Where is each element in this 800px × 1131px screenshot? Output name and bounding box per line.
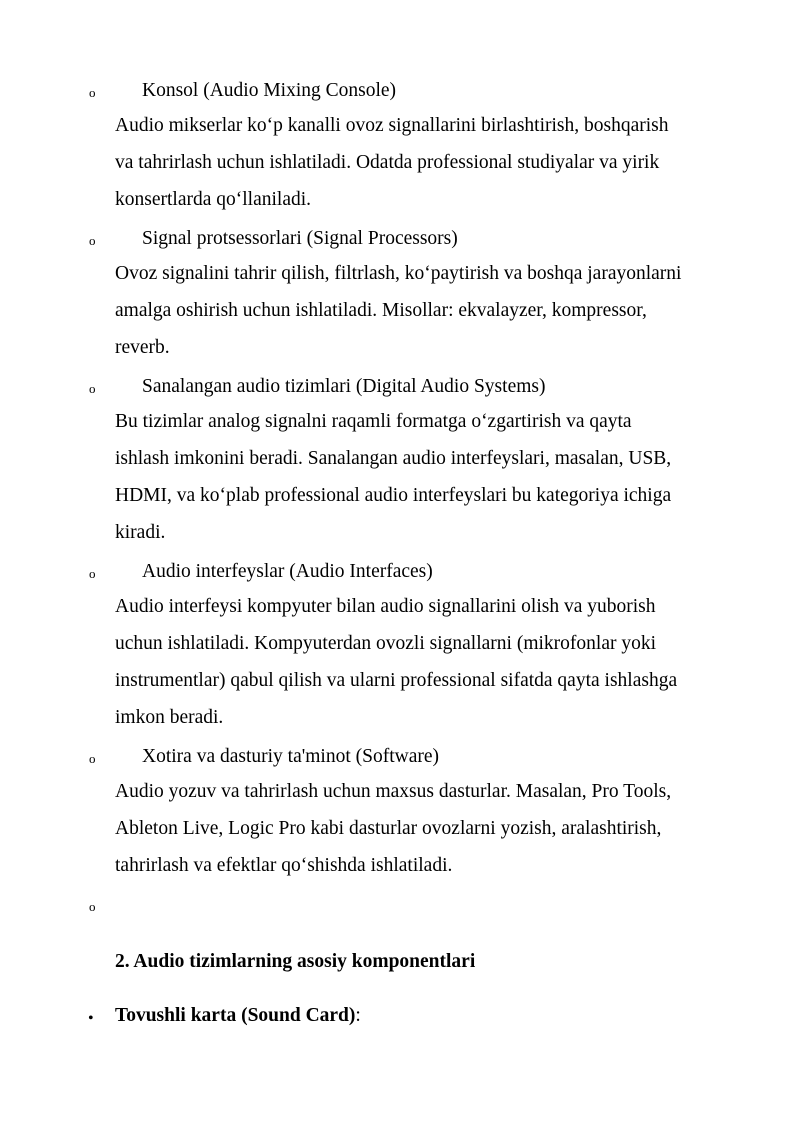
body-line: HDMI, va ko‘plab professional audio interfeyslari bu kategoriya ichiga (115, 485, 672, 506)
list-item-title: Audio interfeyslar (Audio Interfaces) (142, 561, 433, 582)
list-item-body (115, 588, 745, 736)
body-line: Audio interfeysi kompyuter bilan audio signallarini olish va yuborish (115, 596, 656, 617)
body-line: va tahrirlash uchun ishlatiladi. Odatda professional studiyalar va yirik (115, 152, 660, 173)
list-item-title: Konsol (Audio Mixing Console) (142, 80, 397, 101)
bullet-item-title: Tovushli karta (Sound Card) (115, 1005, 356, 1026)
body-line: amalga oshirish uchun ishlatiladi. Misollar: ekvalayzer, kompressor, (115, 300, 647, 321)
list-item-title: Xotira va dasturiy ta'minot (Software) (142, 746, 440, 767)
list-item-body (115, 403, 745, 551)
body-line: kiradi. (115, 522, 166, 543)
list-item-body (115, 107, 745, 218)
body-line: ishlash imkonini beradi. Sanalangan audio interfeyslari, masalan, USB, (115, 448, 672, 469)
list-bullet: o (89, 381, 96, 396)
body-line: Audio mikserlar ko‘p kanalli ovoz signallarini birlashtirish, boshqarish (115, 115, 669, 136)
list-item-title: Sanalangan audio tizimlari (Digital Audio Systems) (142, 376, 546, 397)
body-line: imkon beradi. (115, 707, 224, 728)
section-heading: 2. Audio tizimlarning asosiy komponentlari (115, 951, 476, 972)
body-line: reverb. (115, 337, 170, 358)
list-bullet: o (89, 233, 96, 248)
body-line: Ableton Live, Logic Pro kabi dasturlar ovozlarni yozish, aralashtirish, (115, 818, 662, 839)
body-line: Ovoz signalini tahrir qilish, filtrlash, ko‘paytirish va boshqa jarayonlarni (115, 263, 682, 284)
body-line: Audio yozuv va tahrirlash uchun maxsus dasturlar. Masalan, Pro Tools, (115, 781, 672, 802)
list-bullet: o (89, 85, 96, 100)
body-line: uchun ishlatiladi. Kompyuterdan ovozli signallarni (mikrofonlar yoki (115, 633, 657, 654)
bullet-dot: • (88, 1010, 94, 1027)
list-bullet: o (89, 899, 96, 914)
list-bullet: o (89, 751, 96, 766)
bullet-item-suffix: : (355, 1005, 361, 1026)
body-line: Bu tizimlar analog signalni raqamli formatga o‘zgartirish va qayta (115, 411, 632, 432)
list-bullet: o (89, 566, 96, 581)
list-item-title: Signal protsessorlari (Signal Processors) (142, 228, 458, 249)
body-line: konsertlarda qo‘llaniladi. (115, 189, 312, 210)
list-item-body (115, 255, 745, 366)
bullet-item (115, 1004, 361, 1028)
list-item-body (115, 773, 745, 884)
body-line: instrumentlar) qabul qilish va ularni professional sifatda qayta ishlashga (115, 670, 678, 691)
body-line: tahrirlash va efektlar qo‘shishda ishlatiladi. (115, 855, 453, 876)
